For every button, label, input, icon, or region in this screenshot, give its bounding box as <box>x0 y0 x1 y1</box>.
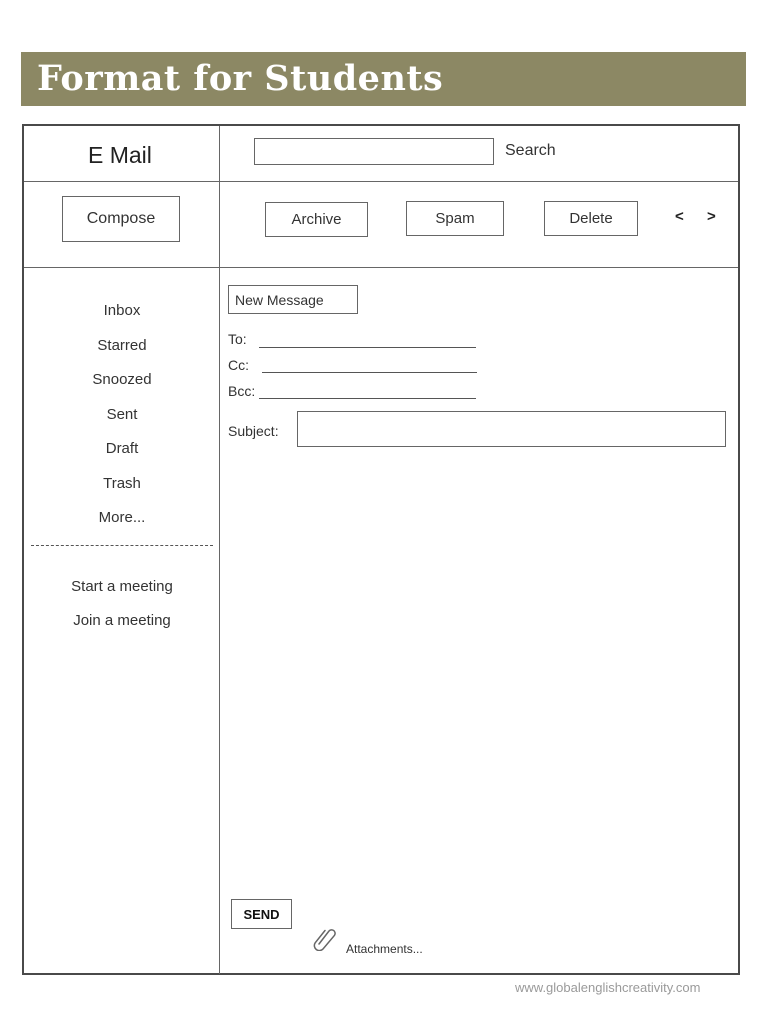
to-label: To: <box>228 331 247 347</box>
compose-button[interactable]: Compose <box>62 196 180 242</box>
paperclip-icon[interactable] <box>312 925 338 956</box>
cc-field[interactable] <box>262 372 477 373</box>
subject-label: Subject: <box>228 423 279 439</box>
bcc-label: Bcc: <box>228 383 256 399</box>
next-page-button[interactable]: > <box>707 208 716 225</box>
page-title: Format for Students <box>37 58 444 99</box>
sidebar-item-inbox[interactable]: Inbox <box>103 302 141 319</box>
subject-field[interactable] <box>297 411 726 447</box>
attachments-label[interactable]: Attachments... <box>346 942 423 956</box>
sidebar-item-sent[interactable]: Sent <box>106 406 138 423</box>
title-banner <box>21 52 746 106</box>
start-meeting-link[interactable]: Start a meeting <box>71 578 173 595</box>
to-field[interactable] <box>259 347 476 348</box>
search-label: Search <box>505 142 556 159</box>
sidebar-item-more[interactable]: More... <box>98 509 146 526</box>
bcc-field[interactable] <box>259 398 476 399</box>
new-message-header: New Message <box>228 285 358 314</box>
send-button[interactable]: SEND <box>231 899 292 929</box>
sidebar-item-starred[interactable]: Starred <box>97 337 147 354</box>
column-divider <box>219 126 220 974</box>
toolbar-divider <box>24 267 738 268</box>
app-title: E Mail <box>88 142 152 168</box>
cc-label: Cc: <box>228 357 249 373</box>
search-input[interactable] <box>254 138 494 165</box>
header-divider <box>24 181 738 182</box>
footer-url: www.globalenglishcreativity.com <box>515 980 701 995</box>
join-meeting-link[interactable]: Join a meeting <box>73 612 171 629</box>
delete-button[interactable]: Delete <box>544 201 638 236</box>
spam-button[interactable]: Spam <box>406 201 504 236</box>
email-mockup-frame <box>22 124 740 975</box>
sidebar-separator <box>31 545 213 546</box>
sidebar-item-draft[interactable]: Draft <box>105 440 139 457</box>
previous-page-button[interactable]: < <box>675 208 684 225</box>
sidebar-item-trash[interactable]: Trash <box>103 475 141 492</box>
archive-button[interactable]: Archive <box>265 202 368 237</box>
sidebar-item-snoozed[interactable]: Snoozed <box>92 371 152 388</box>
